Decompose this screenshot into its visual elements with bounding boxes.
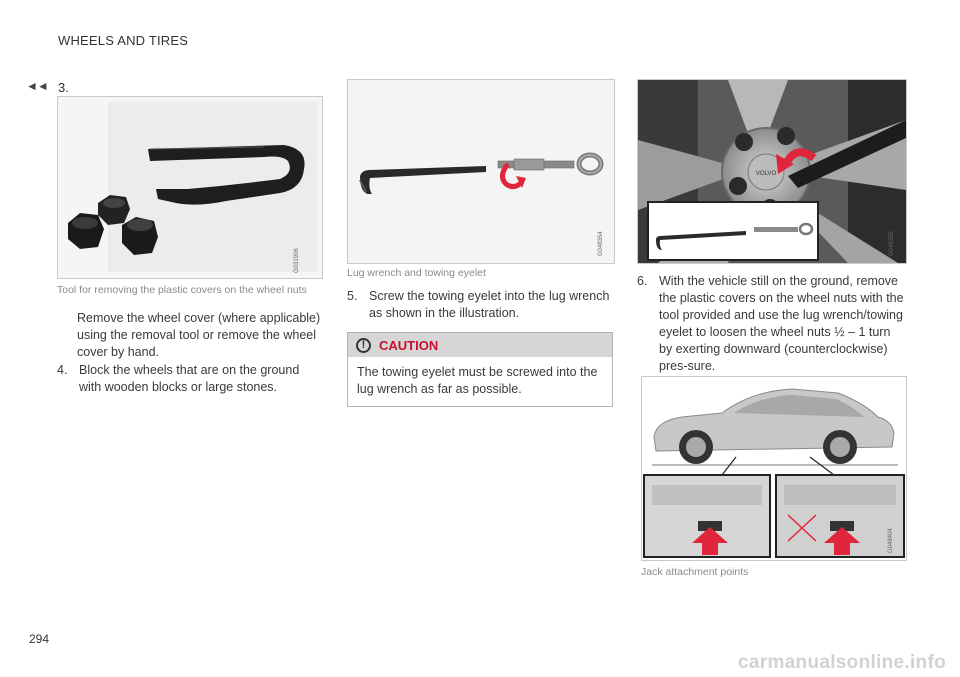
watermark-url[interactable]: carmanualsonline.info [738, 652, 946, 673]
step-4-text: Block the wheels that are on the ground with wooden blocks or large stones. [79, 363, 300, 394]
wheel-nut-loosening-figure [637, 79, 907, 264]
wheel-hub-illustration [638, 80, 906, 263]
step-5-number: 5. [347, 289, 358, 303]
caution-title: CAUTION [379, 337, 439, 353]
step-4 [57, 362, 323, 396]
caution-text: The towing eyelet must be screwed into the lug wrench as far as possible. [357, 365, 598, 396]
nut-cover-tool-caption: Tool for removing the plastic covers on the wheel nuts [57, 284, 307, 296]
figure-code: G048355 [889, 231, 895, 256]
lug-wrench-figure [347, 79, 615, 264]
lug-wrench-illustration [348, 80, 614, 263]
figure-code: G048354 [598, 231, 604, 256]
step-4-number: 4. [57, 363, 68, 377]
caution-header [348, 333, 612, 357]
nut-cover-tool-figure [57, 96, 323, 279]
step-5 [347, 288, 613, 322]
page-number: 294 [29, 632, 50, 646]
nut-cover-tool-illustration [58, 97, 322, 278]
exclamation-icon: ! [356, 338, 371, 353]
figure-code: G031906 [294, 248, 300, 273]
lug-wrench-caption: Lug wrench and towing eyelet [347, 267, 486, 279]
continuation-marker: ◄◄ [26, 79, 48, 93]
figure-code: G048404 [888, 528, 894, 553]
step-6 [637, 273, 907, 375]
jack-attachment-illustration [642, 377, 906, 560]
jack-attachment-caption: Jack attachment points [641, 566, 749, 578]
remove-wheel-cover-text: Remove the wheel cover (where applicable) using the removal tool or remove the wheel cover by hand. [77, 311, 321, 359]
step-6-text: With the vehicle still on the ground, remove the plastic covers on the wheel nuts with the tool provided and use the lug wrench/towing eyelet to loosen the wheel nuts ½ – 1 turn by exerting downward (counterclockwise) pres-sure. [659, 274, 904, 373]
step-6-number: 6. [637, 274, 648, 288]
step-3-number: 3. [58, 80, 69, 95]
section-header: WHEELS AND TIRES [58, 33, 189, 48]
jack-attachment-figure [641, 376, 907, 561]
step-5-text: Screw the towing eyelet into the lug wrench as shown in the illustration. [369, 289, 610, 320]
volvo-logo [756, 171, 777, 177]
svg-text:VOLVO: VOLVO [755, 171, 777, 177]
caution-box [347, 332, 613, 407]
